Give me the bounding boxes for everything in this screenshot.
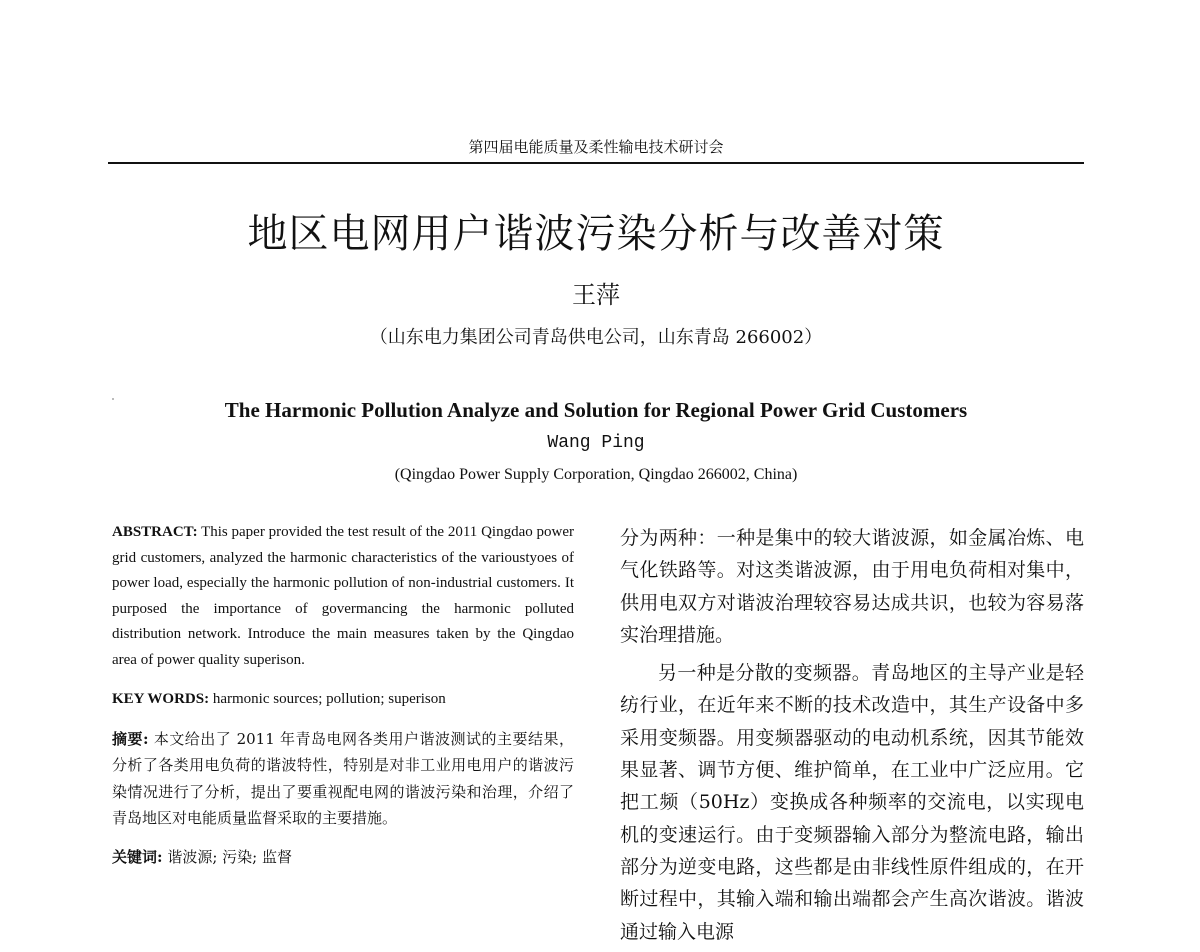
- left-column: [112, 520, 574, 870]
- conference-header: 第四届电能质量及柔性输电技术研讨会: [468, 138, 724, 156]
- paper-title-cn: 地区电网用户谐波污染分析与改善对策: [247, 211, 945, 257]
- keywords-en-label: KEY WORDS:: [112, 690, 210, 707]
- paper-title-en: The Harmonic Pollution Analyze and Solution for Regional Power Grid Customers: [224, 398, 968, 422]
- author-name-cn: 王萍: [572, 281, 620, 309]
- keywords-en: [112, 686, 574, 712]
- abstract-en-label: ABSTRACT:: [112, 524, 198, 540]
- header-rule: [108, 162, 1084, 164]
- body-paragraph-2: 另一种是分散的变频器。青岛地区的主导产业是轻纺行业，在近年来不断的技术改造中，其生产设备中多采用变频器。用变频器驱动的电动机系统，因其节能效果显著、调节方便、维护简单，在工业中广泛应用。它把工频（50Hz）变换成各种频率的交流电，以实现电机的变速运行。由于变频器输入部分为整流电路，输出部分为逆变电路，这些都是由非线性原件组成的，在开断过程中，其输入端和输出端都会产生高次谐波。谐波通过输入电源: [620, 662, 1084, 943]
- right-column: [620, 522, 1084, 948]
- affiliation-cn: （山东电力集团公司青岛供电公司，山东青岛 266002）: [369, 327, 823, 348]
- keywords-en-text: harmonic sources; pollution; superison: [209, 690, 446, 707]
- abstract-cn-label: 摘要:: [112, 729, 149, 748]
- affiliation-en: (Qingdao Power Supply Corporation, Qingdao 266002, China): [394, 466, 798, 483]
- body-paragraph-1: 分为两种：一种是集中的较大谐波源，如金属冶炼、电气化铁路等。对这类谐波源，由于用电负荷相对集中，供用电双方对谐波治理较容易达成共识，也较为容易落实治理措施。: [620, 527, 1084, 646]
- keywords-cn: [112, 844, 574, 870]
- abstract-en-text: This paper provided the test result of the 2011 Qingdao power grid customers, analyzed the harmonic characteristics of the varioustyoes of power load, especially the harmonic pollution of non-industrial customers. It purposed the importance of govermancing the harmonic polluted distribution network. Introduce the main measures taken by the Qingdao area of power quality superison.: [112, 524, 574, 668]
- keywords-cn-text: 谐波源; 污染; 监督: [162, 847, 292, 866]
- author-name-en: Wang Ping: [547, 433, 645, 453]
- abstract-cn: [112, 726, 574, 832]
- keywords-cn-label: 关键词:: [112, 847, 163, 866]
- abstract-en: [112, 520, 574, 674]
- abstract-cn-text: 本文给出了 2011 年青岛电网各类用户谐波测试的主要结果，分析了各类用电负荷的谐波特性，特别是对非工业用电用户的谐波污染情况进行了分析，提出了要重视配电网的谐波污染和治理，介绍了青岛地区对电能质量监督采取的主要措施。: [112, 729, 574, 828]
